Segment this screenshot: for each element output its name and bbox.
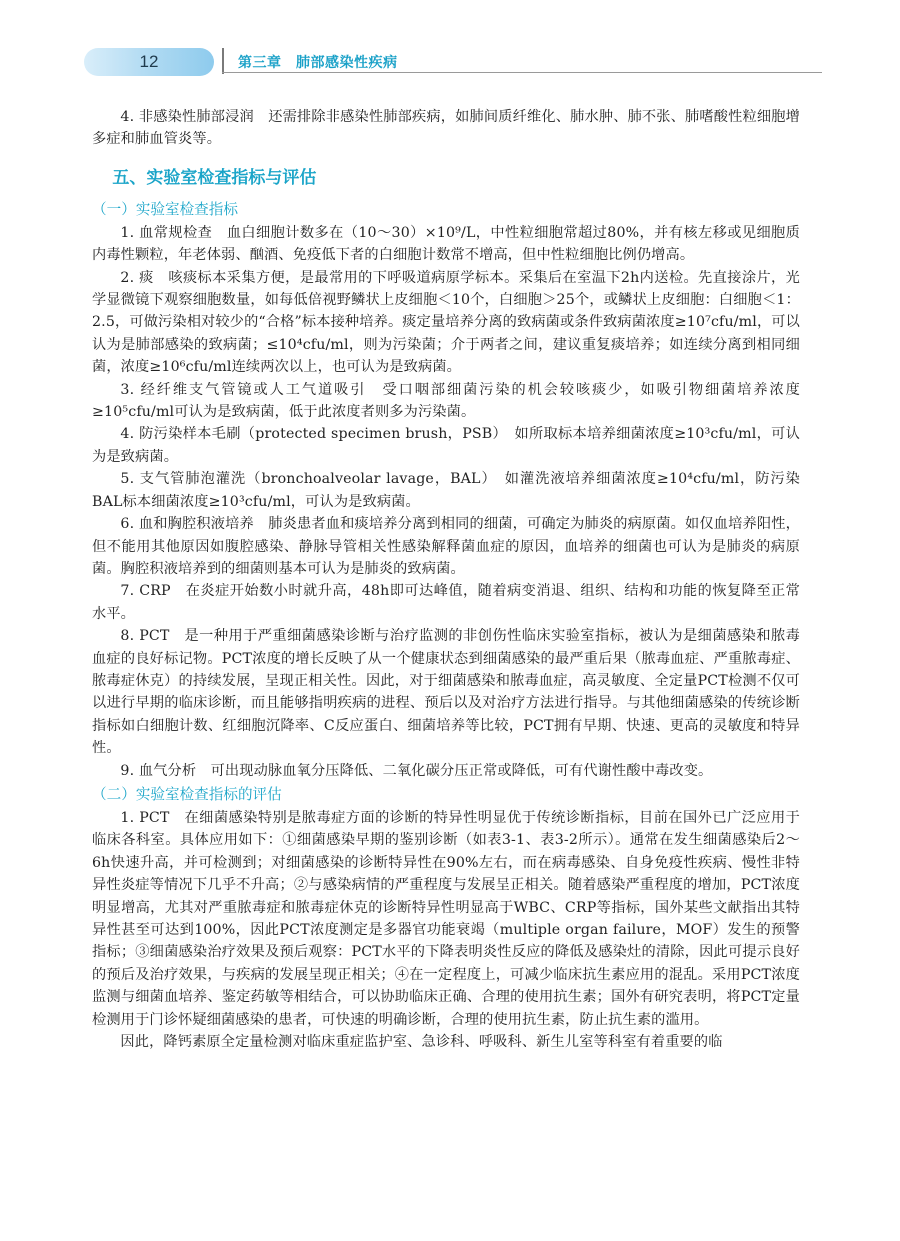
paragraph-pct: 8. PCT 是一种用于严重细菌感染诊断与治疗监测的非创伤性临床实验室指标，被认为是细菌感染和脓毒血症的良好标记物。PCT浓度的增长反映了从一个健康状态到细菌感染的最严重后果（脓毒血症、严重脓毒症、脓毒症休克）的持续发展，呈现正相关性。因此，对于细菌感染和脓毒血症，高灵敏度、全定量PCT检测不仅可以进行早期的临床诊断，而且能够指明疾病的进程、预后以及对治疗方法进行指导。与其他细菌感染的传统诊断指标如白细胞计数、红细胞沉降率、C反应蛋白、细菌培养等比较，PCT拥有早期、快速、更高的灵敏度和特异性。 bbox=[92, 628, 800, 757]
subsection-heading-evaluation: （二）实验室检查指标的评估 bbox=[92, 785, 282, 803]
page-number-badge bbox=[84, 48, 214, 76]
page-number: 12 bbox=[139, 52, 159, 71]
paragraph-psb: 4. 防污染样本毛刷（protected specimen brush，PSB） 如所取标本培养细菌浓度≥10³cfu/ml，可认为是致病菌。 bbox=[92, 426, 800, 465]
paragraph-blood-pleural-culture: 6. 血和胸腔积液培养 肺炎患者血和痰培养分离到相同的细菌，可确定为肺炎的病原菌。如仅血培养阳性，但不能用其他原因如腹腔感染、静脉导管相关性感染解释菌血症的原因，血培养的细菌也可认为是肺炎的病原菌。胸腔积液培养到的细菌则基本可认为是肺炎的致病菌。 bbox=[92, 516, 800, 577]
page-header bbox=[0, 0, 900, 95]
paragraph-bronchoscopy-aspiration: 3. 经纤维支气管镜或人工气道吸引 受口咽部细菌污染的机会较咳痰少，如吸引物细菌培养浓度≥10⁵cfu/ml可认为是致病菌，低于此浓度者则多为污染菌。 bbox=[92, 381, 800, 421]
chapter-title: 第三章 肺部感染性疾病 bbox=[238, 55, 398, 71]
paragraph-sputum: 2. 痰 咳痰标本采集方便，是最常用的下呼吸道病原学标本。采集后在室温下2h内送检。先直接涂片，光学显微镜下观察细胞数量，如每低倍视野鳞状上皮细胞＜10个，白细胞＞25个，或鳞状上皮细胞：白细胞＜1：2.5，可做污染相对较少的“合格”标本接种培养。痰定量培养分离的致病菌或条件致病菌浓度≥10⁷cfu/ml，可以认为是肺部感染的致病菌；≤10⁴cfu/ml，则为污染菌；介于两者之间，建议重复痰培养；如连续分离到相同细菌，浓度≥10⁶cfu/ml连续两次以上，也可认为是致病菌。 bbox=[92, 269, 800, 376]
paragraph-blood-routine: 1. 血常规检查 血白细胞计数多在（10～30）×10⁹/L，中性粒细胞常超过80%，并有核左移或见细胞质内毒性颗粒，年老体弱、酗酒、免疫低下者的白细胞计数常不增高，但中性粒细胞比例仍增高。 bbox=[92, 224, 800, 264]
paragraph-bal: 5. 支气管肺泡灌洗（bronchoalveolar lavage，BAL） 如灌洗液培养细菌浓度≥10⁴cfu/ml，防污染BAL标本细菌浓度≥10³cfu/ml，可认为是致病菌。 bbox=[92, 471, 800, 510]
section-heading: 五、实验室检查指标与评估 bbox=[112, 167, 317, 188]
paragraph-blood-gas: 9. 血气分析 可出现动脉血氧分压降低、二氧化碳分压正常或降低，可有代谢性酸中毒改变。 bbox=[120, 762, 713, 779]
page-body bbox=[92, 106, 800, 1053]
paragraph-lead: 4. 非感染性肺部浸润 还需排除非感染性肺部疾病，如肺间质纤维化、肺水肿、肺不张、肺嗜酸性粒细胞增多症和肺血管炎等。 bbox=[92, 109, 800, 148]
subsection-heading-indicators: （一）实验室检查指标 bbox=[92, 200, 238, 218]
paragraph-conclusion: 因此，降钙素原全定量检测对临床重症监护室、急诊科、呼吸科、新生儿室等科室有着重要的临 bbox=[120, 1034, 723, 1051]
paragraph-pct-evaluation: 1. PCT 在细菌感染特别是脓毒症方面的诊断的特异性明显优于传统诊断指标，目前在国外已广泛应用于临床各科室。具体应用如下：①细菌感染早期的鉴别诊断（如表3-1、表3-2所示）。通常在发生细菌感染后2～6h快速升高，并可检测到；对细菌感染的诊断特异性在90%左右，而在病毒感染、自身免疫性疾病、慢性非特异性炎症等情况下几乎不升高；②与感染病情的严重程度与发展呈正相关。随着感染严重程度的增加，PCT浓度明显增高，尤其对严重脓毒症和脓毒症休克的诊断特异性明显高于WBC、CRP等指标，国外某些文献指出其特异性甚至可达到100%，因此PCT浓度测定是多器官功能衰竭（multiple organ failure，MOF）发生的预警指标；③细菌感染治疗效果及预后观察：PCT水平的下降表明炎性反应的降低及感染灶的清除，因此可提示良好的预后及治疗效果，与疾病的发展呈现正相关；④在一定程度上，可减少临床抗生素应用的混乱。采用PCT浓度监测与细菌血培养、鉴定药敏等相结合，可以协助临床正确、合理的使用抗生素；国外有研究表明，将PCT定量检测用于门诊怀疑细菌感染的患者，可快速的明确诊断，合理的使用抗生素，防止抗生素的滥用。 bbox=[92, 809, 800, 1028]
header-underline bbox=[222, 72, 822, 73]
paragraph-crp: 7. CRP 在炎症开始数小时就升高，48h即可达峰值，随着病变消退、组织、结构和功能的恢复降至正常水平。 bbox=[92, 583, 800, 622]
header-divider bbox=[222, 48, 224, 74]
